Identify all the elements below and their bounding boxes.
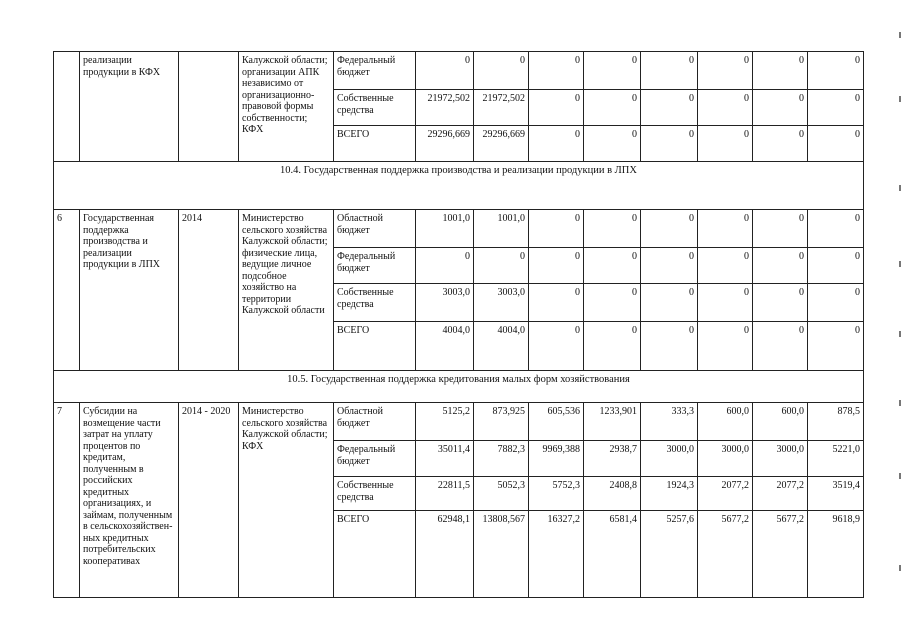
funding-source: Собственные средства	[334, 284, 416, 322]
value-cell: 21972,502	[474, 90, 529, 126]
value-cell: 3000,0	[641, 441, 698, 477]
value-cell: 3000,0	[753, 441, 808, 477]
funding-source: ВСЕГО	[334, 511, 416, 598]
section-heading: 10.5. Государственная поддержка кредитования малых форм хозяйствования	[54, 371, 864, 403]
value-cell: 0	[584, 248, 641, 284]
value-cell: 0	[641, 210, 698, 248]
funding-source: Федеральный бюджет	[334, 52, 416, 90]
period: 2014 - 2020	[179, 403, 239, 598]
value-cell: 0	[416, 248, 474, 284]
value-cell: 3003,0	[474, 284, 529, 322]
scan-mark	[899, 185, 901, 191]
value-cell: 9969,388	[529, 441, 584, 477]
scan-mark	[899, 261, 901, 267]
value-cell: 1001,0	[474, 210, 529, 248]
value-cell: 5257,6	[641, 511, 698, 598]
value-cell: 605,536	[529, 403, 584, 441]
value-cell: 22811,5	[416, 477, 474, 511]
value-cell: 6581,4	[584, 511, 641, 598]
value-cell: 0	[641, 322, 698, 371]
value-cell: 878,5	[808, 403, 864, 441]
value-cell: 0	[641, 90, 698, 126]
value-cell: 4004,0	[474, 322, 529, 371]
scan-mark	[899, 96, 901, 102]
value-cell: 0	[529, 284, 584, 322]
executor: Калужской области; организации АПК независимо от организационно-правовой формы собственности; КФХ	[239, 52, 334, 162]
value-cell: 5677,2	[698, 511, 753, 598]
section-row	[54, 162, 864, 210]
value-cell: 0	[641, 126, 698, 162]
value-cell: 0	[529, 126, 584, 162]
scan-mark	[899, 473, 901, 479]
value-cell: 2077,2	[698, 477, 753, 511]
value-cell: 0	[474, 52, 529, 90]
value-cell: 2077,2	[753, 477, 808, 511]
funding-source: Собственные средства	[334, 477, 416, 511]
funding-source: Федеральный бюджет	[334, 441, 416, 477]
value-cell: 0	[474, 248, 529, 284]
row-index: 7	[54, 403, 80, 598]
row-index	[54, 52, 80, 162]
value-cell: 29296,669	[416, 126, 474, 162]
value-cell: 0	[641, 284, 698, 322]
value-cell: 1001,0	[416, 210, 474, 248]
value-cell: 0	[753, 322, 808, 371]
funding-source: Областной бюджет	[334, 210, 416, 248]
value-cell: 0	[529, 322, 584, 371]
value-cell: 0	[584, 210, 641, 248]
measure-name: реализации продукции в КФХ	[80, 52, 179, 162]
scan-mark	[899, 565, 901, 571]
value-cell: 0	[753, 284, 808, 322]
value-cell: 0	[641, 52, 698, 90]
section-heading: 10.4. Государственная поддержка производства и реализации продукции в ЛПХ	[54, 162, 864, 210]
value-cell: 4004,0	[416, 322, 474, 371]
value-cell: 0	[753, 126, 808, 162]
value-cell: 5052,3	[474, 477, 529, 511]
value-cell: 0	[584, 322, 641, 371]
funding-source: ВСЕГО	[334, 126, 416, 162]
value-cell: 0	[753, 248, 808, 284]
table-row	[54, 52, 864, 90]
value-cell: 0	[808, 52, 864, 90]
value-cell: 0	[584, 284, 641, 322]
value-cell: 0	[584, 126, 641, 162]
period: 2014	[179, 210, 239, 371]
funding-table	[53, 51, 864, 598]
value-cell: 13808,567	[474, 511, 529, 598]
period	[179, 52, 239, 162]
value-cell: 873,925	[474, 403, 529, 441]
value-cell: 21972,502	[416, 90, 474, 126]
value-cell: 0	[753, 52, 808, 90]
value-cell: 0	[808, 90, 864, 126]
executor: Министерство сельского хозяйства Калужской области; КФХ	[239, 403, 334, 598]
value-cell: 5677,2	[753, 511, 808, 598]
value-cell: 0	[698, 90, 753, 126]
measure-name: Государственная поддержка производства и реализации продукции в ЛПХ	[80, 210, 179, 371]
value-cell: 333,3	[641, 403, 698, 441]
value-cell: 62948,1	[416, 511, 474, 598]
value-cell: 0	[529, 52, 584, 90]
value-cell: 5221,0	[808, 441, 864, 477]
funding-source: Областной бюджет	[334, 403, 416, 441]
value-cell: 0	[808, 126, 864, 162]
value-cell: 2938,7	[584, 441, 641, 477]
funding-source: Собственные средства	[334, 90, 416, 126]
value-cell: 0	[753, 210, 808, 248]
value-cell: 600,0	[753, 403, 808, 441]
value-cell: 0	[416, 52, 474, 90]
value-cell: 0	[808, 210, 864, 248]
value-cell: 0	[808, 248, 864, 284]
value-cell: 5752,3	[529, 477, 584, 511]
value-cell: 2408,8	[584, 477, 641, 511]
value-cell: 0	[698, 126, 753, 162]
scan-mark	[899, 32, 901, 38]
value-cell: 0	[753, 90, 808, 126]
value-cell: 600,0	[698, 403, 753, 441]
value-cell: 0	[808, 284, 864, 322]
value-cell: 5125,2	[416, 403, 474, 441]
value-cell: 3003,0	[416, 284, 474, 322]
value-cell: 1233,901	[584, 403, 641, 441]
value-cell: 0	[584, 90, 641, 126]
row-index: 6	[54, 210, 80, 371]
value-cell: 35011,4	[416, 441, 474, 477]
section-row	[54, 371, 864, 403]
value-cell: 0	[698, 248, 753, 284]
value-cell: 0	[698, 322, 753, 371]
value-cell: 0	[529, 248, 584, 284]
value-cell: 0	[808, 322, 864, 371]
executor: Министерство сельского хозяйства Калужской области; физические лица, ведущие личное подсобное хозяйство на территории Калужской области	[239, 210, 334, 371]
value-cell: 1924,3	[641, 477, 698, 511]
value-cell: 0	[698, 284, 753, 322]
scan-mark	[899, 400, 901, 406]
scan-mark	[899, 331, 901, 337]
value-cell: 0	[529, 90, 584, 126]
measure-name: Субсидии на возмещение части затрат на уплату процентов по кредитам, полученным в российских кредитных организациях, и займам, полученным в сельскохозяйствен-ных кредитных потребительских кооперативах	[80, 403, 179, 598]
value-cell: 0	[584, 52, 641, 90]
table-row	[54, 210, 864, 248]
value-cell: 9618,9	[808, 511, 864, 598]
value-cell: 7882,3	[474, 441, 529, 477]
value-cell: 3000,0	[698, 441, 753, 477]
value-cell: 29296,669	[474, 126, 529, 162]
value-cell: 16327,2	[529, 511, 584, 598]
value-cell: 0	[529, 210, 584, 248]
value-cell: 0	[698, 210, 753, 248]
table-row	[54, 403, 864, 441]
funding-source: Федеральный бюджет	[334, 248, 416, 284]
value-cell: 3519,4	[808, 477, 864, 511]
value-cell: 0	[641, 248, 698, 284]
funding-source: ВСЕГО	[334, 322, 416, 371]
value-cell: 0	[698, 52, 753, 90]
